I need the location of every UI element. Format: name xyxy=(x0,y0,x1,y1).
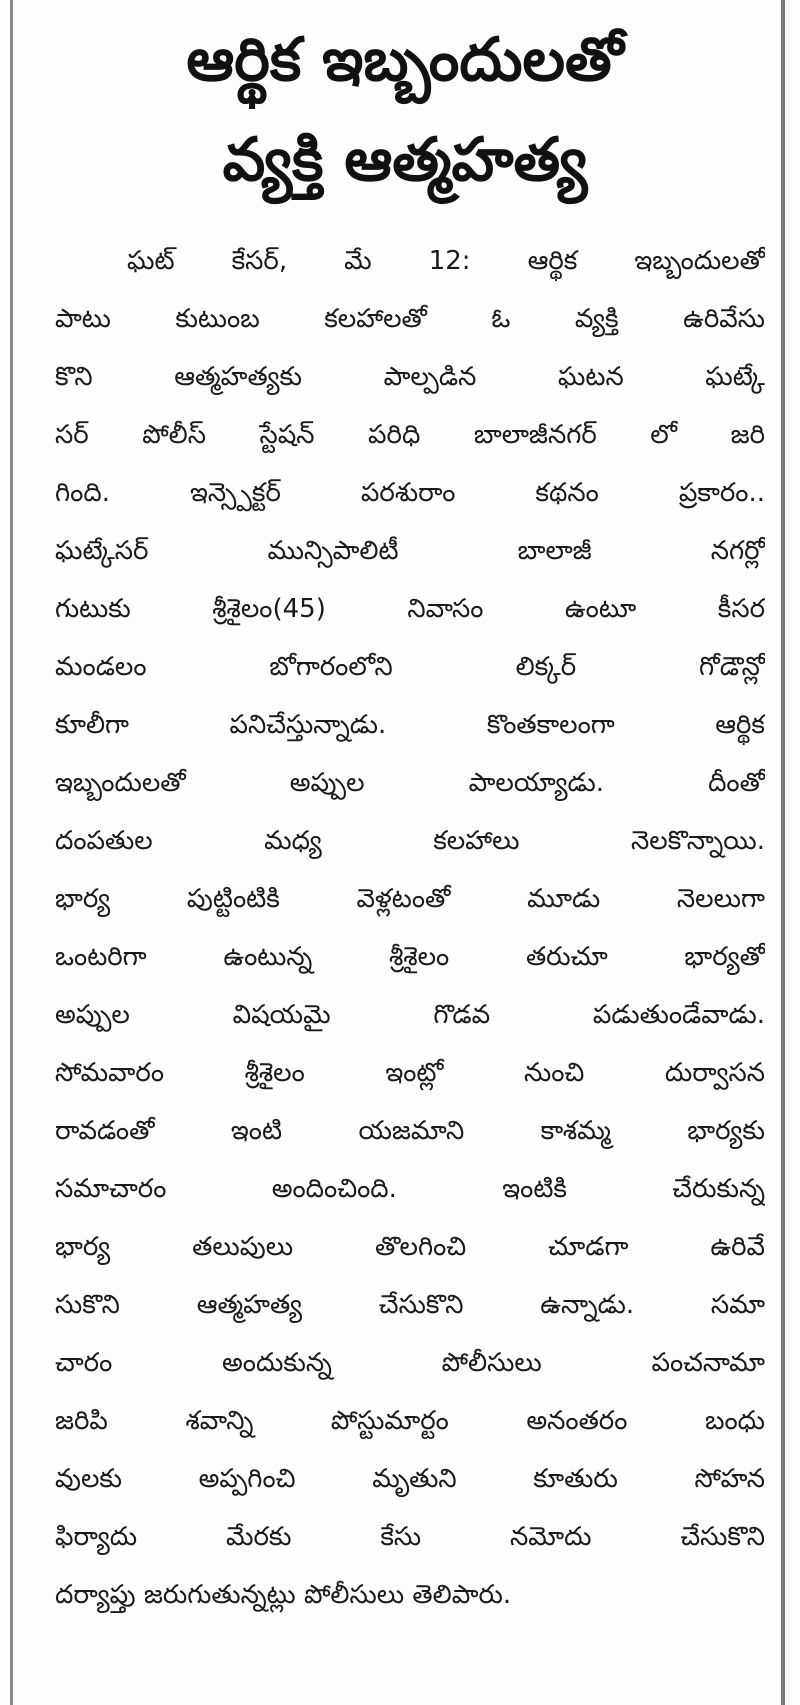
article-line: గుటుకు శ్రీశైలం(45) నివాసం ఉంటూ కీసర xyxy=(55,594,765,624)
headline-line-2: వ్యక్తి ఆత్మహత్య xyxy=(222,125,588,195)
article-line: ఫిర్యాదు మేరకు కేసు నమోదు చేసుకొని xyxy=(55,1522,765,1552)
article-line: సమాచారం అందించింది. ఇంటికి చేరుకున్న xyxy=(55,1174,765,1204)
article-line: దర్యాప్తు జరుగుతున్నట్లు పోలీసులు తెలిపారు. xyxy=(55,1580,512,1610)
article-line: వులకు అప్పగించి మృతుని కూతురు సోహన xyxy=(55,1464,765,1494)
article-line: మండలం బోగారంలోని లిక్కర్ గోడౌన్లో xyxy=(55,652,765,682)
article-line: భార్య తలుపులు తొలగించి చూడగా ఉరివే xyxy=(55,1232,765,1262)
right-column-rule xyxy=(781,0,785,1705)
article-line: రావడంతో ఇంటి యజమాని కాశమ్మ భార్యకు xyxy=(55,1116,765,1146)
article-line: సర్ పోలీస్ స్టేషన్ పరిధి బాలాజీనగర్ లో జరి xyxy=(55,420,765,450)
article-line: ఘట్ కేసర్, మే 12: ఆర్థిక ఇబ్బందులతో xyxy=(127,246,765,276)
article-line: సోమవారం శ్రీశైలం ఇంట్లో నుంచి దుర్వాసన xyxy=(55,1058,765,1088)
article-line: చారం అందుకున్న పోలీసులు పంచనామా xyxy=(55,1348,765,1378)
article-line: ఘట్కేసర్ మున్సిపాలిటీ బాలాజీ నగర్లో xyxy=(55,536,765,566)
article-line: దంపతుల మధ్య కలహాలు నెలకొన్నాయి. xyxy=(55,826,765,856)
article-line: సుకొని ఆత్మహత్య చేసుకొని ఉన్నాడు. సమా xyxy=(55,1290,765,1320)
article-line: ఇబ్బందులతో అప్పుల పాలయ్యాడు. దీంతో xyxy=(55,768,765,798)
article-line: అప్పుల విషయమై గొడవ పడుతుండేవాడు. xyxy=(55,1000,765,1030)
left-column-rule xyxy=(10,0,13,1705)
article-body xyxy=(55,232,765,1624)
article-line: కొని ఆత్మహత్యకు పాల్పడిన ఘటన ఘట్కే xyxy=(55,362,765,392)
article-line: జరిపి శవాన్ని పోస్టుమార్టం అనంతరం బంధు xyxy=(55,1406,765,1436)
headline-line-1: ఆర్థిక ఇబ్బందులతో xyxy=(186,25,624,95)
article-line: పాటు కుటుంబ కలహాలతో ఓ వ్యక్తి ఉరివేసు xyxy=(55,304,765,334)
article-line: ఒంటరిగా ఉంటున్న శ్రీశైలం తరుచూ భార్యతో xyxy=(55,942,765,972)
article-line: కూలీగా పనిచేస్తున్నాడు. కొంతకాలంగా ఆర్థిక xyxy=(55,710,765,740)
article-line: గింది. ఇన్స్పెక్టర్ పరశురాం కథనం ప్రకారం.. xyxy=(55,478,765,508)
article-line: భార్య పుట్టింటికి వెళ్లటంతో మూడు నెలలుగా xyxy=(55,884,765,914)
